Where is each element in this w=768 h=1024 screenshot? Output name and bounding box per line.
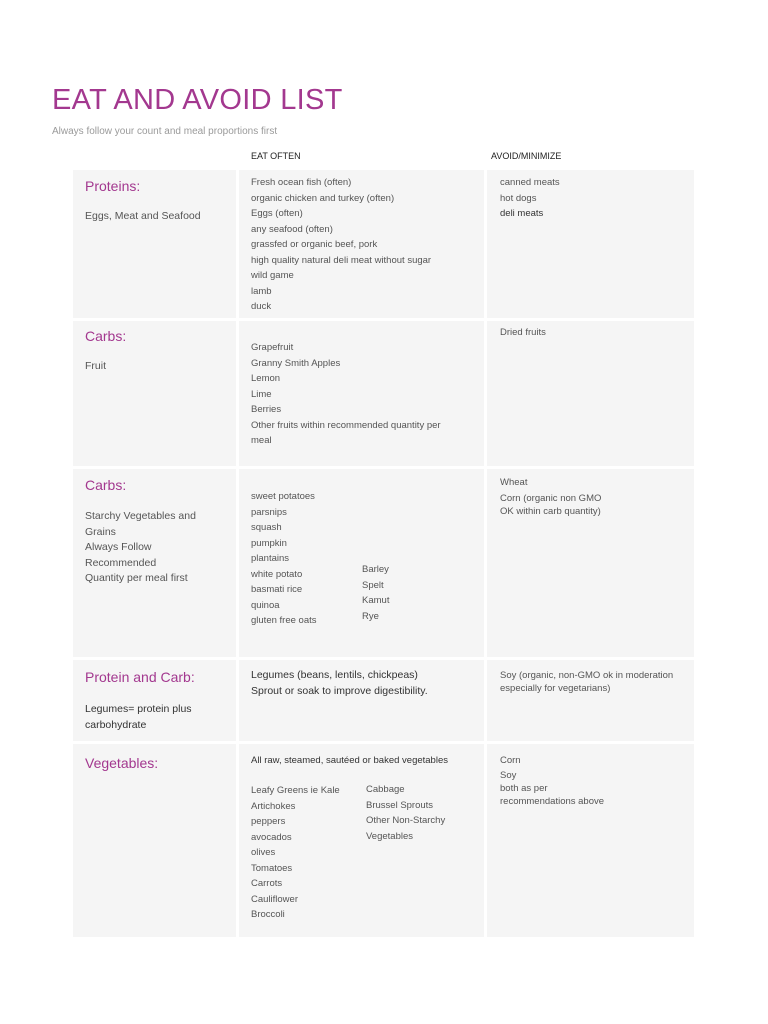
- list-item: organic chicken and turkey (often): [251, 192, 395, 204]
- avoid-item: Wheat: [500, 477, 528, 488]
- eat-extra-list: [362, 562, 389, 624]
- list-item: Other Non-Starchy: [366, 815, 446, 826]
- list-item: Carrots: [251, 878, 283, 889]
- list-item: canned meats: [500, 177, 560, 188]
- description-line: carbohydrate: [85, 718, 147, 731]
- eat-extra-list: [366, 782, 445, 844]
- avoid-list: [500, 175, 560, 222]
- avoid-item: recommendations above: [500, 796, 605, 807]
- list-item: avocados: [251, 831, 292, 843]
- list-item: Lime: [251, 388, 272, 400]
- description-line: Recommended: [85, 556, 157, 569]
- list-item: Leafy Greens ie Kale: [251, 785, 340, 796]
- list-item: deli meats: [500, 208, 544, 219]
- list-item: Cabbage: [366, 784, 405, 795]
- list-item: Grapefruit: [251, 342, 294, 353]
- list-item: quinoa: [251, 599, 280, 611]
- list-item: Spelt: [362, 579, 384, 591]
- category-description: [85, 509, 196, 587]
- list-item: Broccoli: [251, 909, 285, 920]
- avoid-item: OK within carb quantity): [500, 506, 601, 517]
- list-item: lamb: [251, 285, 272, 297]
- category-description: [85, 702, 192, 733]
- list-item: grassfed or organic beef, pork: [251, 239, 378, 250]
- avoid-list: [500, 325, 546, 341]
- eat-item: Sprout or soak to improve digestibility.: [251, 685, 428, 697]
- list-item: wild game: [251, 270, 294, 281]
- description-line: Grains: [85, 525, 116, 538]
- category-title: Carbs:: [85, 328, 127, 344]
- category-title: Protein and Carb:: [85, 669, 195, 685]
- list-item: Fresh ocean fish (often): [251, 177, 352, 188]
- list-item: Barley: [362, 564, 389, 575]
- category-cell: [73, 744, 236, 937]
- description-line: Always Follow: [85, 541, 152, 553]
- description-line: Quantity per meal first: [85, 572, 188, 584]
- avoid-item: Soy: [500, 770, 517, 781]
- list-item: Granny Smith Apples: [251, 357, 341, 369]
- list-item: Lemon: [251, 373, 281, 384]
- list-item: duck: [251, 301, 272, 312]
- eat-often-header: EAT OFTEN: [251, 151, 301, 161]
- list-item: sweet potatoes: [251, 491, 315, 502]
- avoid-header: AVOID/MINIMIZE: [491, 151, 562, 161]
- eat-list: [251, 340, 441, 449]
- list-item: Tomatoes: [251, 862, 293, 874]
- eat-list: [251, 783, 340, 923]
- list-item: Brussel Sprouts: [366, 799, 434, 811]
- eat-heading: All raw, steamed, sautéed or baked vegetables: [251, 755, 448, 766]
- list-item: Artichokes: [251, 800, 296, 812]
- list-item: basmati rice: [251, 584, 303, 595]
- list-item: Rye: [362, 610, 379, 622]
- description-line: Legumes= protein plus: [85, 703, 192, 715]
- list-item: peppers: [251, 816, 286, 827]
- list-item: gluten free oats: [251, 615, 317, 626]
- list-item: pumpkin: [251, 537, 287, 549]
- avoid-item: both as per: [500, 783, 548, 794]
- avoid-item: Corn (organic non GMO: [500, 493, 602, 504]
- page-subtitle: Always follow your count and meal proportions first: [52, 126, 278, 137]
- list-item: Berries: [251, 404, 282, 415]
- category-description: Eggs, Meat and Seafood: [85, 210, 201, 222]
- list-item: olives: [251, 847, 276, 858]
- category-title: Vegetables:: [85, 755, 159, 771]
- description-line: Starchy Vegetables and: [85, 510, 196, 522]
- eat-list: [251, 175, 431, 315]
- avoid-cell: [487, 744, 694, 937]
- list-item: plantains: [251, 553, 290, 564]
- list-item: Dried fruits: [500, 327, 546, 338]
- page-title: EAT AND AVOID LIST: [52, 84, 343, 116]
- list-item: high quality natural deli meat without sugar: [251, 254, 432, 266]
- list-item: Vegetables: [366, 830, 414, 842]
- avoid-item: Corn: [500, 755, 521, 766]
- category-title: Carbs:: [85, 477, 127, 493]
- list-item: meal: [251, 435, 272, 446]
- list-item: Cauliflower: [251, 893, 298, 905]
- list-item: hot dogs: [500, 192, 537, 204]
- list-item: any seafood (often): [251, 223, 333, 235]
- list-item: white potato: [251, 568, 303, 580]
- list-item: parsnips: [251, 506, 287, 518]
- avoid-item: Soy (organic, non-GMO ok in moderation: [500, 670, 674, 681]
- list-item: Other fruits within recommended quantity per: [251, 419, 441, 431]
- list-item: Kamut: [362, 595, 390, 606]
- eat-item: Legumes (beans, lentils, chickpeas): [251, 669, 418, 681]
- list-item: Eggs (often): [251, 208, 303, 219]
- category-description: Fruit: [85, 360, 106, 372]
- list-item: squash: [251, 522, 282, 533]
- avoid-cell: [487, 321, 694, 466]
- category-title: Proteins:: [85, 178, 141, 194]
- eat-list: [251, 489, 317, 629]
- avoid-item: especially for vegetarians): [500, 683, 611, 694]
